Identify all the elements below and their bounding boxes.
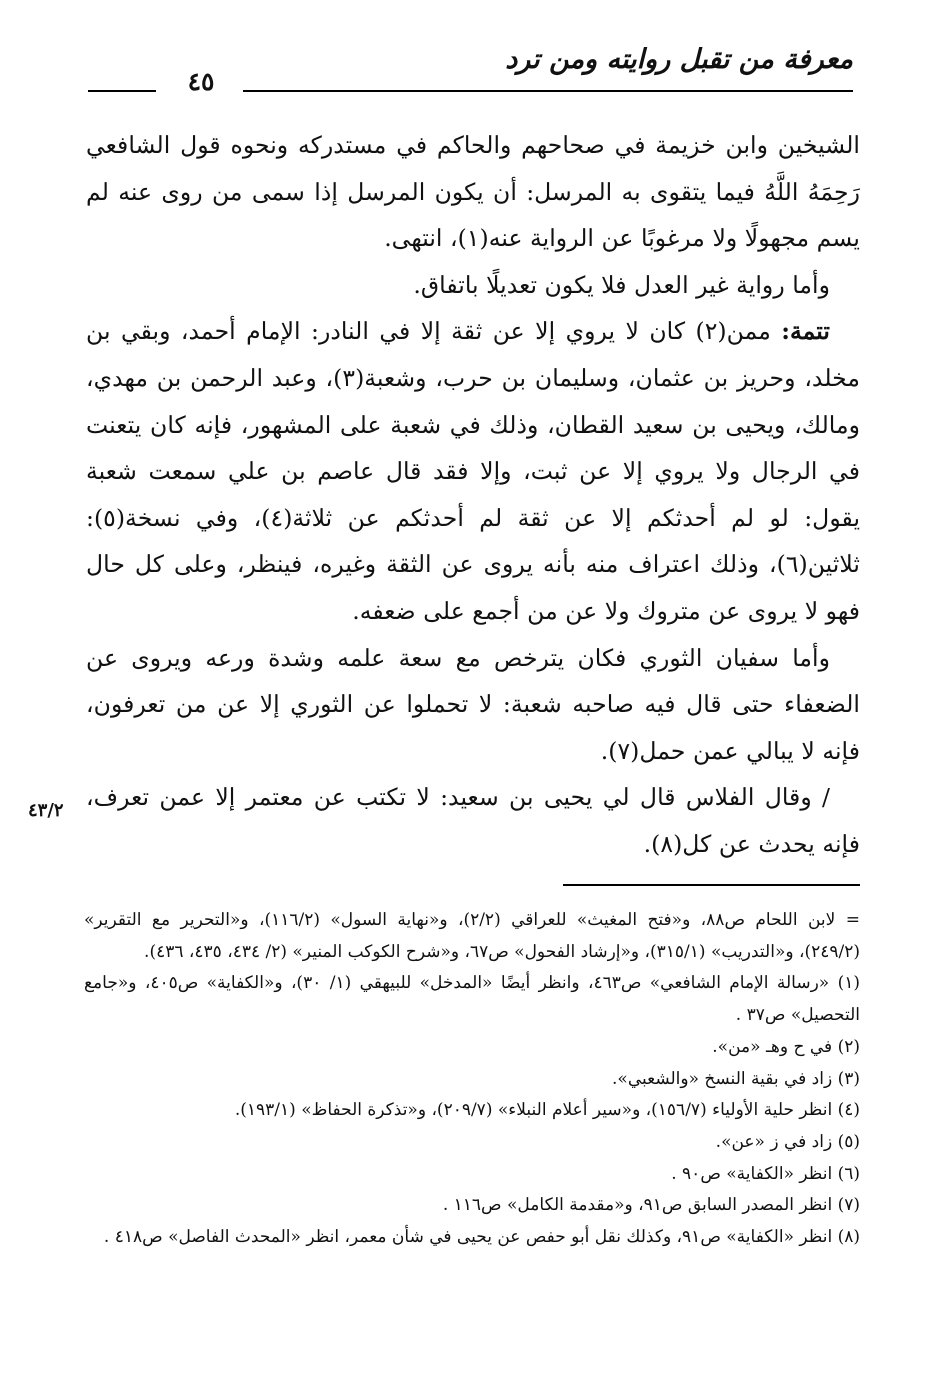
- footnote-2: (٢) في ح وهـ «من».: [712, 1036, 860, 1057]
- footnotes: [84, 905, 860, 1254]
- footnote-8: (٨) انظر «الكفاية» ص٩١، وكذلك نقل أبو حفص عن يحيى في شأن معمر، انظر «المحدث الفاصل» ص٤١٨ .: [103, 1227, 860, 1248]
- main-text: [86, 122, 860, 868]
- paragraph-3: [86, 308, 860, 634]
- footnote-6: (٦) انظر «الكفاية» ص٩٠ .: [671, 1163, 860, 1184]
- header-rule: [243, 90, 853, 92]
- footnote-separator: [563, 884, 860, 886]
- margin-manuscript-ref: ٤٣/٢: [28, 800, 64, 821]
- footnote-continuation: = لابن اللحام ص٨٨، و«فتح المغيث» للعراقي (٢/٢)، و«نهاية السول» (١١٦/٢)، و«التحرير مع التقرير» (٢٤٩/٢)، و«التدريب» (٣١٥/١)، و«إرشاد الفحول» ص٦٧، و«شرح الكوكب المنير» (٢/ ٤٣٤، ٤٣٥، ٤٣٦).: [84, 910, 860, 962]
- paragraph-3-label: تتمة:: [781, 317, 830, 346]
- footnote-7: (٧) انظر المصدر السابق ص٩١، و«مقدمة الكامل» ص١١٦ .: [442, 1195, 860, 1216]
- paragraph-5: / وقال الفلاس قال لي يحيى بن سعيد: لا تكتب عن معتمر إلا عمن تعرف، فإنه يحدث عن كل(٨).: [86, 783, 860, 858]
- footnote-5: (٥) زاد في ز «عن».: [715, 1131, 860, 1152]
- footnote-1: (١) «رسالة الإمام الشافعي» ص٤٦٣، وانظر أيضًا «المدخل» للبيهقي (١/ ٣٠)، و«الكفاية» ص٤٠٥، و«جامع التحصيل» ص٣٧ .: [84, 973, 860, 1026]
- paragraph-2: وأما رواية غير العدل فلا يكون تعديلًا باتفاق.: [413, 270, 830, 299]
- footnote-4: (٤) انظر حلية الأولياء (١٥٦/٧)، و«سير أعلام النبلاء» (٢٠٩/٧)، و«تذكرة الحفاظ» (١٩٣/١).: [234, 1100, 860, 1121]
- paragraph-4: وأما سفيان الثوري فكان يترخص مع سعة علمه وشدة ورعه ويروى عن الضعفاء حتى قال فيه صاحبه شعبة: لا تحملوا عن الثوري إلا عن من تعرفون، فإنه لا يبالي عمن حمل(٧).: [86, 643, 860, 765]
- footnote-3: (٣) زاد في بقية النسخ «والشعبي».: [612, 1068, 860, 1089]
- running-head-title: معرفة من تقبل روايته ومن ترد: [505, 44, 853, 75]
- paragraph-3-text: ممن(٢) كان لا يروي إلا عن ثقة إلا في النادر: الإمام أحمد، وبقي بن مخلد، وحريز بن عثمان، وسليمان بن حرب، وشعبة(٣)، وعبد الرحمن بن مهدي، ومالك، ويحيى بن سعيد القطان، وذلك في شعبة على المشهور، فإنه كان يتعنت في الرجال ولا يروي إلا عن ثبت، وإلا فقد قال عاصم بن علي سمعت شعبة يقول: لو لم أحدثكم إلا عن ثقة لم أحدثكم عن ثلاثة(٤)، وفي نسخة(٥): ثلاثين(٦)، وذلك اعتراف منه بأنه يروى عن الثقة وغيره، فينظر، وعلى كل حال فهو لا يروى عن متروك ولا عن من أجمع على ضعفه.: [86, 317, 861, 625]
- header-rule-short: [88, 90, 156, 92]
- page-number: ٤٥: [187, 67, 215, 96]
- paragraph-1: الشيخين وابن خزيمة في صحاحهم والحاكم في مستدركه ونحوه قول الشافعي رَحِمَهُ اللَّهُ فيما يتقوى به المرسل: أن يكون المرسل إذا سمى من روى عنه لم يسم مجهولًا ولا مرغوبًا عن الرواية عنه(١)، انتهى.: [86, 131, 860, 253]
